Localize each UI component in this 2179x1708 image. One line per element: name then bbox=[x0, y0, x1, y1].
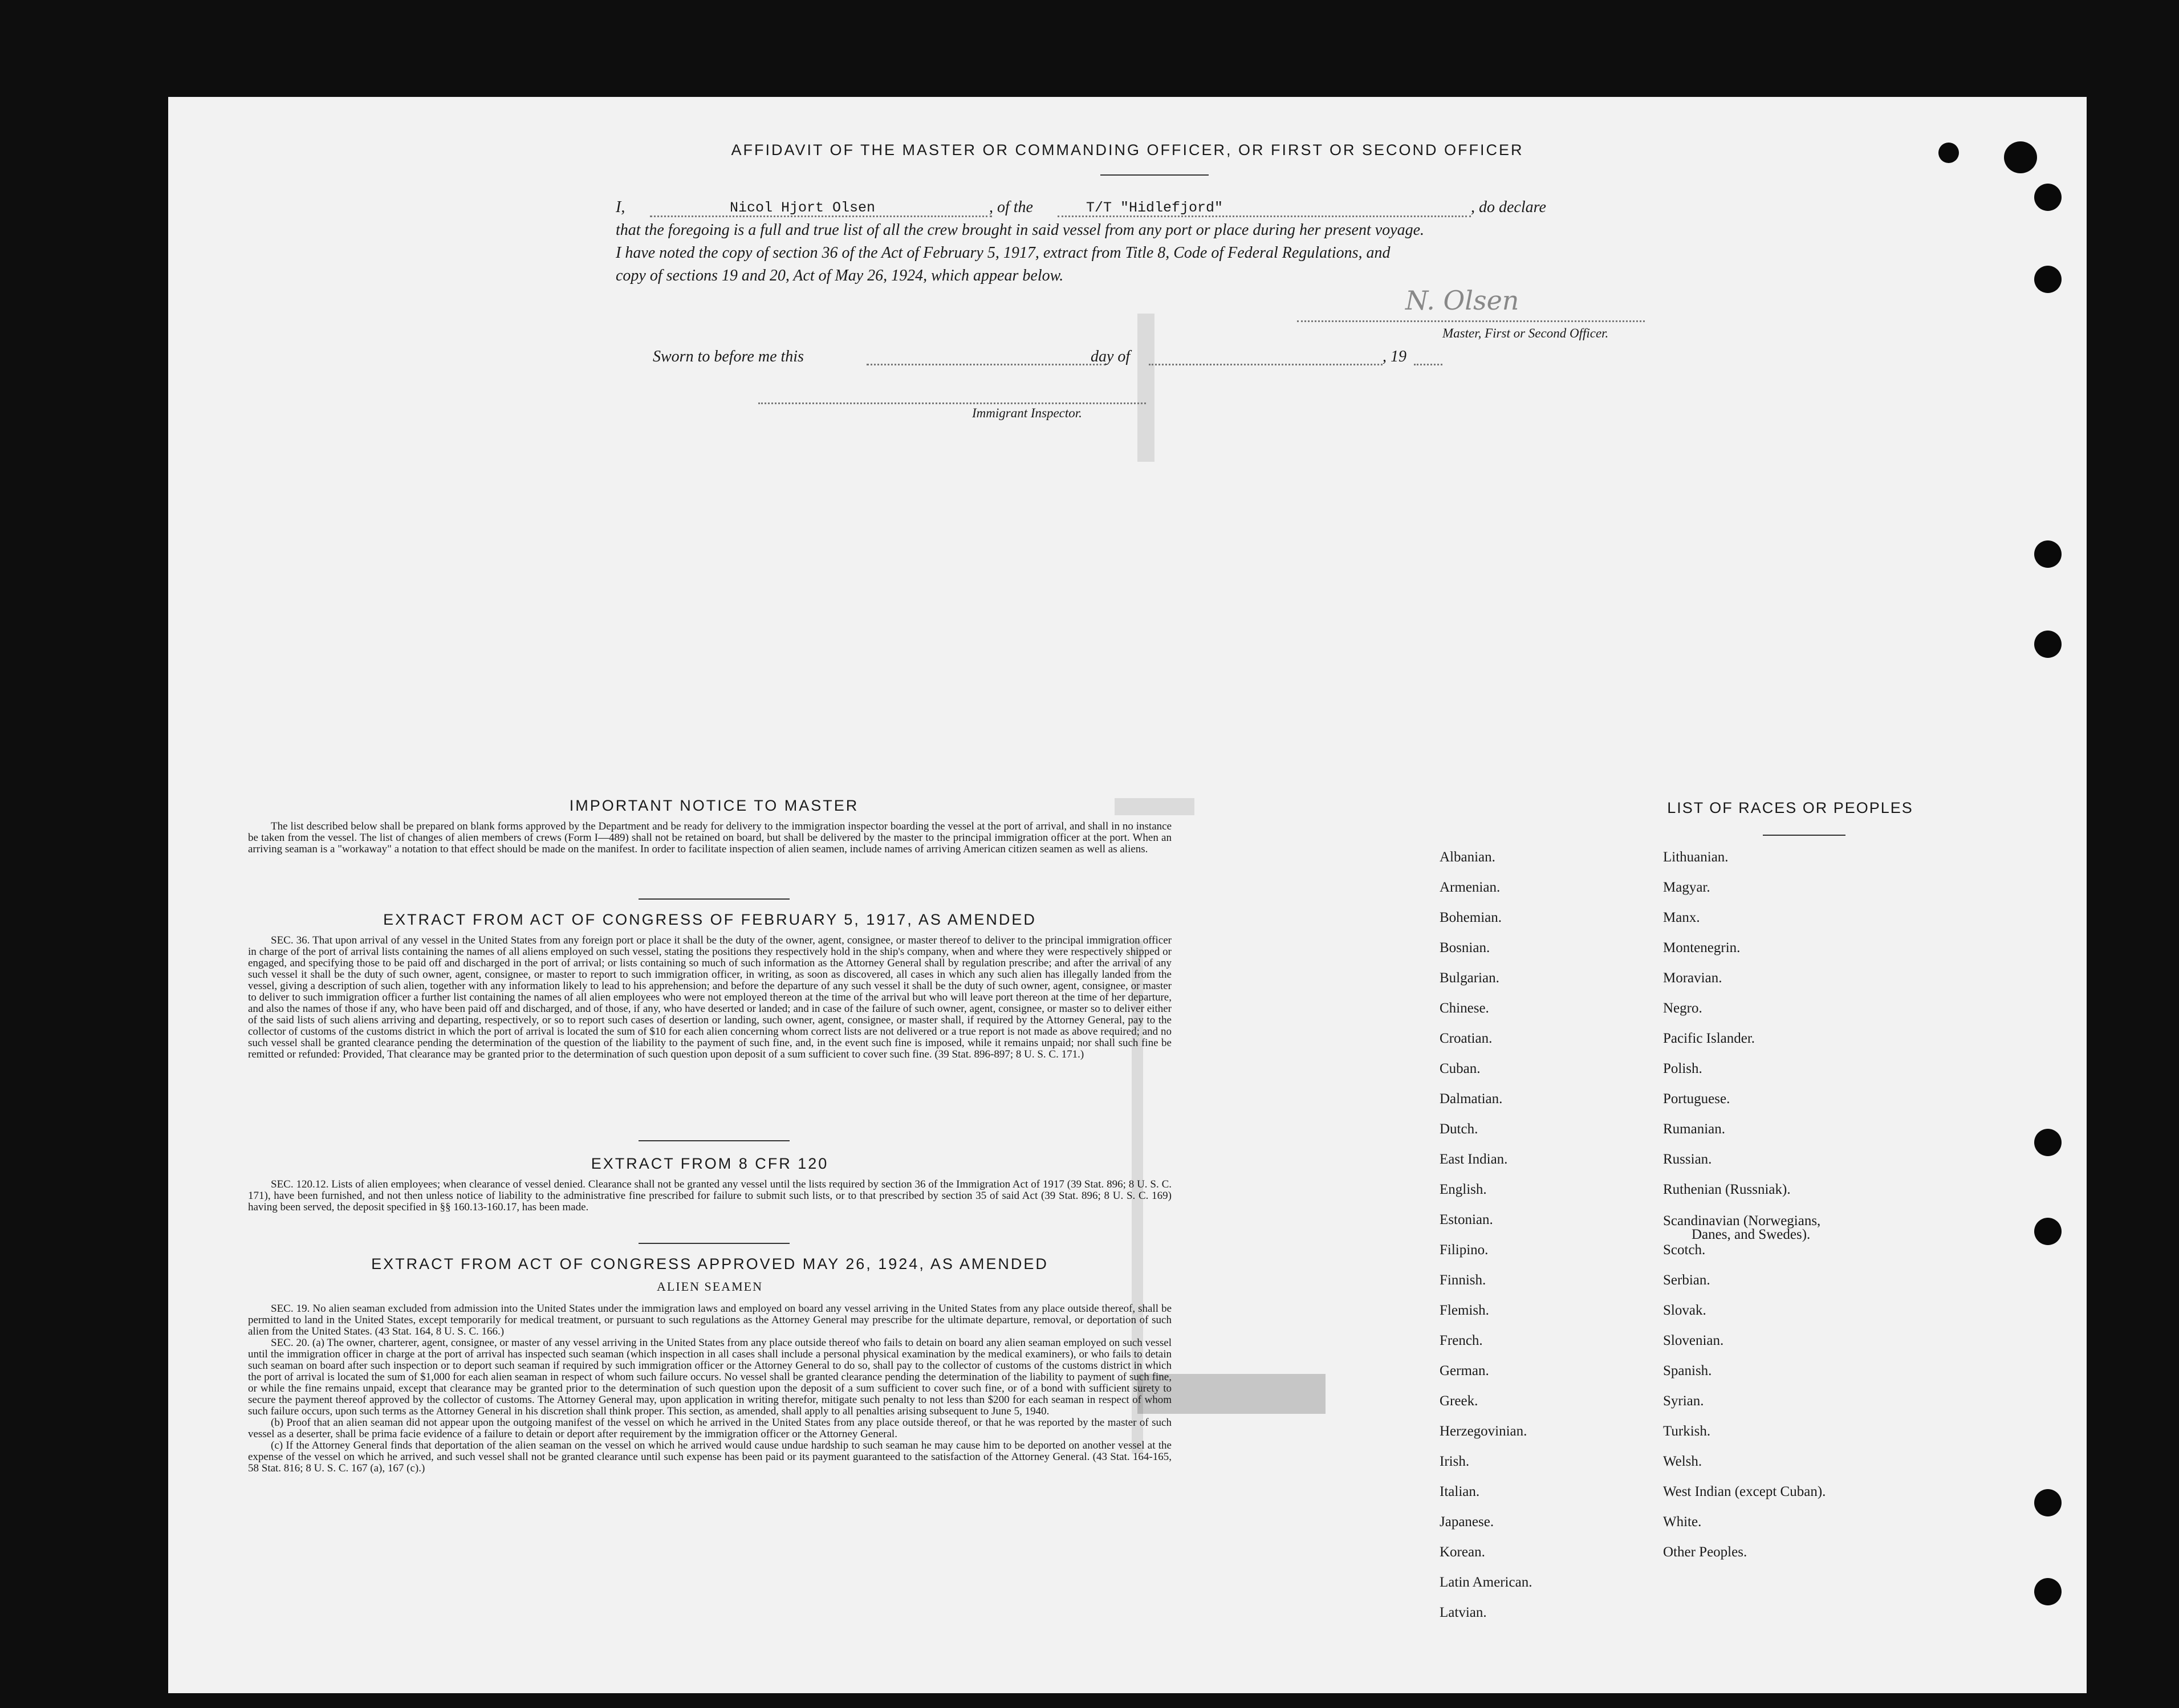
sec-36-paragraph: SEC. 36. That upon arrival of any vessel in the United States from any foreign port or place it shall be the duty of the owner, agent, consignee, or master thereof to deliver to the principal immigration officer in charge of the port of arrival lists containing the names of all aliens employed on such vessel, stating the positions they respectively hold in the ship's company, when and where they were respectively shipped or engaged, and specifying those to be paid off and discharged in the port of arrival; or lists containing so much of such information as the Attorney General shall by regulation prescribe; and after the arrival of any such vessel it shall be the duty of such owner, agent, consignee, or master to report to such immigration officer, in writing, as soon as discovered, all cases in which any such alien has illegally landed from the vessel, giving a description of such alien, together with any information likely to lead to his apprehension; and before the departure of any such vessel it shall be the duty of such owner, agent, consignee, or master to deliver to such immigration officer a further list containing the names of all alien employees who were not employed thereon at the time of the arrival but who will leave port thereon at the time of her departure, and also the names of those if any, who have been paid off and discharged, and of those, if any, who have deserted or landed; and in case of the failure of such owner, agent, consignee, or master so to deliver either of the said lists of such aliens arriving and departing, respectively, or so to report such cases of desertion or landing, such owner, agent, consignee, or master shall, if required by the Attorney General, pay to the collector of customs of the customs district in which the port of arrival is located the sum of $10 for each alien concerning whom correct lists are not delivered or a true report is not made as above required; and no such vessel shall be granted clearance pending the determination of the question of the liability to the payment of such fine, and, in the event such fine is imposed, while it remains unpaid; nor shall such fine be remitted or refunded: Provided, That clearance may be granted prior to the determination of such question upon deposit of a sum sufficient to cover such fine. (39 Stat. 896-897; 8 U. S. C. 171.) bbox=[248, 934, 1172, 1060]
of-the-label: , of the bbox=[989, 198, 1033, 216]
race-item: Italian. bbox=[1440, 1484, 1480, 1499]
race-item: English. bbox=[1440, 1182, 1487, 1197]
notice-text bbox=[248, 821, 1172, 855]
title-rule bbox=[1100, 174, 1209, 176]
race-item: Cuban. bbox=[1440, 1061, 1481, 1076]
races-title: LIST OF RACES OR PEOPLES bbox=[1667, 799, 1913, 816]
punch-hole bbox=[2034, 631, 2062, 658]
race-item: Bosnian. bbox=[1440, 940, 1490, 955]
master-name: Nicol Hjort Olsen bbox=[730, 200, 876, 216]
extract-1924-title: EXTRACT FROM ACT OF CONGRESS APPROVED MAY 26, 1924, AS AMENDED bbox=[371, 1255, 1048, 1272]
race-item: Manx. bbox=[1663, 910, 1700, 925]
sworn-text: Sworn to before me this bbox=[653, 348, 804, 365]
punch-hole bbox=[2034, 540, 2062, 568]
race-item: Latin American. bbox=[1440, 1575, 1532, 1590]
race-item: Estonian. bbox=[1440, 1212, 1493, 1227]
race-item: Negro. bbox=[1663, 1001, 1702, 1016]
inspector-caption: Immigrant Inspector. bbox=[972, 406, 1082, 420]
punch-hole bbox=[2004, 141, 2037, 173]
race-item: Rumanian. bbox=[1663, 1121, 1726, 1137]
race-item: Filipino. bbox=[1440, 1242, 1489, 1258]
race-item: Slovak. bbox=[1663, 1303, 1706, 1318]
race-item: Serbian. bbox=[1663, 1272, 1710, 1288]
notice-paragraph: The list described below shall be prepared on blank forms approved by the Department and be ready for delivery to the immigration inspector boarding the vessel at the port of arrival, and shall in no instance be taken from the vessel. The list of changes of alien members of crews (Form I—489) shall not be retained on board, but shall be delivered by the master to the principal immigration officer at the port. When an arriving seaman is a "workaway" a notation to that effect should be made on the manifest. In order to facilitate inspection of alien seamen, include names of arriving American citizen seamen as well as aliens. bbox=[248, 820, 1172, 855]
sworn-year-line bbox=[1414, 364, 1442, 365]
race-item: Russian. bbox=[1663, 1152, 1712, 1167]
affidavit-body-3: copy of sections 19 and 20, Act of May 26, 1924, which appear below. bbox=[616, 267, 1064, 284]
race-item: Slovenian. bbox=[1663, 1333, 1724, 1348]
race-item: White. bbox=[1663, 1514, 1702, 1530]
race-item: Ruthenian (Russniak). bbox=[1663, 1182, 1791, 1197]
extract-1917-title: EXTRACT FROM ACT OF CONGRESS OF FEBRUARY 5, 1917, AS AMENDED bbox=[383, 911, 1036, 928]
sec-20b-paragraph: (b) Proof that an alien seaman did not appear upon the outgoing manifest of the vessel on which he arrived in the United States from any place outside thereof, or that he was reported by the master of such vessel as a deserter, shall be prima facie evidence of a failure to detain or deport after requirement by the immigration officer or the Attorney General. bbox=[248, 1417, 1172, 1440]
race-item: Albanian. bbox=[1440, 849, 1495, 865]
divider-3 bbox=[639, 1243, 790, 1244]
race-item: Finnish. bbox=[1440, 1272, 1486, 1288]
extract-1917-text bbox=[248, 935, 1172, 1060]
affidavit-body-1: that the foregoing is a full and true list of all the crew brought in said vessel from any port or place during her present voyage. bbox=[616, 221, 1425, 239]
race-item: Lithuanian. bbox=[1663, 849, 1729, 865]
race-item: Scotch. bbox=[1663, 1242, 1706, 1258]
punch-hole bbox=[2034, 1218, 2062, 1245]
affidavit-title: AFFIDAVIT OF THE MASTER OR COMMANDING OFFICER, OR FIRST OR SECOND OFFICER bbox=[731, 141, 1524, 158]
extract-1924-text bbox=[248, 1303, 1172, 1474]
race-item: Scandinavian (Norwegians, bbox=[1663, 1213, 1821, 1229]
inspector-line bbox=[758, 402, 1146, 404]
race-item: Chinese. bbox=[1440, 1001, 1489, 1016]
race-item: Pacific Islander. bbox=[1663, 1031, 1755, 1046]
sworn-day-line bbox=[867, 364, 1106, 365]
sec-20a-paragraph: SEC. 20. (a) The owner, charterer, agent, consignee, or master of any vessel arriving in the United States from any place outside thereof who fails to detain on board any alien seaman employed on such vessel until the immigration officer in charge at the port of arrival has inspected such seaman (which inspection in all cases shall include a personal physical examination by the medical examiners), or who fails to detain such seaman on board after such inspection or to deport such seaman if required by such immigration officer or the Attorney General to do so, shall pay to the collector of customs of the customs district in which the port of arrival is located the sum of $1,000 for each alien seaman in respect of whom such failure occurs. No vessel shall be granted clearance pending the determination of the liability to payment of such fine, or while the fine remains unpaid, except that clearance may be granted prior to the determination of such question upon the deposit of a sum sufficient to cover such fine, or of a bond with sufficient surety to secure the payment thereof approved by the collector of customs. The Attorney General may, upon application in writing therefor, mitigate such penalty to not less than $200 for each seaman in respect of whom such failure occurs, upon such terms as the Attorney General in his discretion shall think proper. This section, as amended, shall apply to all penalties arising subsequent to June 5, 1940. bbox=[248, 1337, 1172, 1417]
race-item: German. bbox=[1440, 1363, 1489, 1378]
race-item: Magyar. bbox=[1663, 880, 1710, 895]
race-item: Herzegovinian. bbox=[1440, 1424, 1527, 1439]
race-item: Irish. bbox=[1440, 1454, 1470, 1469]
scan-smudge bbox=[1115, 798, 1194, 815]
notice-title: IMPORTANT NOTICE TO MASTER bbox=[569, 797, 859, 814]
race-item: Spanish. bbox=[1663, 1363, 1712, 1378]
punch-hole bbox=[2034, 184, 2062, 211]
punch-hole bbox=[1938, 143, 1959, 163]
divider-2 bbox=[639, 1140, 790, 1141]
race-item: Polish. bbox=[1663, 1061, 1702, 1076]
race-item: Greek. bbox=[1440, 1393, 1478, 1409]
race-item: East Indian. bbox=[1440, 1152, 1508, 1167]
do-declare-label: , do declare bbox=[1471, 198, 1546, 216]
extract-8cfr-text bbox=[248, 1179, 1172, 1213]
sec-20c-paragraph: (c) If the Attorney General finds that deportation of the alien seaman on the vessel on which he arrived would cause undue hardship to such seaman he may cause him to be deported on another vessel at the expense of the vessel on which he arrived, and such vessel shall not be granted clearance until such expense has been paid or its payment guaranteed to the satisfaction of the Attorney General. (43 Stat. 164-165, 58 Stat. 816; 8 U. S. C. 167 (a), 167 (c).) bbox=[248, 1439, 1172, 1474]
race-item: Other Peoples. bbox=[1663, 1544, 1747, 1560]
signature-caption: Master, First or Second Officer. bbox=[1442, 326, 1609, 340]
race-item: Dalmatian. bbox=[1440, 1091, 1503, 1107]
race-item: Danes, and Swedes). bbox=[1692, 1227, 1811, 1242]
race-item: Syrian. bbox=[1663, 1393, 1704, 1409]
race-item: Moravian. bbox=[1663, 970, 1722, 986]
race-item: Welsh. bbox=[1663, 1454, 1702, 1469]
race-item: Dutch. bbox=[1440, 1121, 1478, 1137]
race-item: Croatian. bbox=[1440, 1031, 1493, 1046]
sec-19-paragraph: SEC. 19. No alien seaman excluded from admission into the United States under the immigration laws and employed on board any vessel arriving in the United States from any place outside thereof, shall be permitted to land in the United States, except temporarily for medical treatment, or pursuant to such regulations as the Attorney General may prescribe for the ultimate departure, removal, or deportation of such alien from the United States. (43 Stat. 164, 8 U. S. C. 166.) bbox=[248, 1303, 1172, 1337]
race-item: Montenegrin. bbox=[1663, 940, 1741, 955]
race-item: Bulgarian. bbox=[1440, 970, 1499, 986]
affidavit-i-label: I, bbox=[616, 198, 625, 216]
race-item: French. bbox=[1440, 1333, 1483, 1348]
race-item: Armenian. bbox=[1440, 880, 1501, 895]
master-signature: N. Olsen bbox=[1405, 285, 1519, 316]
punch-hole bbox=[2034, 1489, 2062, 1516]
vessel-name: T/T "Hidlefjord" bbox=[1086, 200, 1223, 216]
race-item: Flemish. bbox=[1440, 1303, 1489, 1318]
punch-hole bbox=[2034, 266, 2062, 293]
race-item: Latvian. bbox=[1440, 1605, 1487, 1620]
punch-hole bbox=[2034, 1129, 2062, 1156]
races-rule bbox=[1763, 835, 1845, 836]
vessel-name-line bbox=[1058, 215, 1471, 217]
race-item: West Indian (except Cuban). bbox=[1663, 1484, 1826, 1499]
document-page bbox=[168, 97, 2087, 1693]
master-name-line bbox=[650, 215, 992, 217]
extract-8cfr-title: EXTRACT FROM 8 CFR 120 bbox=[591, 1155, 829, 1172]
signature-line bbox=[1297, 320, 1645, 322]
scan-smudge bbox=[1137, 314, 1154, 462]
race-item: Bohemian. bbox=[1440, 910, 1502, 925]
race-item: Korean. bbox=[1440, 1544, 1485, 1560]
year-label: , 19 bbox=[1383, 348, 1406, 365]
affidavit-body-2: I have noted the copy of section 36 of the Act of February 5, 1917, extract from Title 8, Code of Federal Regulations, and bbox=[616, 244, 1391, 262]
sec-120-12-paragraph: SEC. 120.12. Lists of alien employees; when clearance of vessel denied. Clearance shall not be granted any vessel until the lists required by section 36 of the Immigration Act of 1917 (39 Stat. 896; 8 U. S. C. 171), have been furnished, and not then unless notice of liability to the administrative fine prescribed for failure to submit such lists, or to that prescribed by section 35 of said Act (39 Stat. 896; 8 U. S. C. 169) having been served, the deposit specified in §§ 160.13-160.17, has been made. bbox=[248, 1178, 1172, 1213]
sworn-month-line bbox=[1149, 364, 1383, 365]
race-item: Turkish. bbox=[1663, 1424, 1711, 1439]
race-item: Japanese. bbox=[1440, 1514, 1494, 1530]
divider-1 bbox=[639, 898, 790, 900]
day-of-label: day of bbox=[1091, 348, 1131, 365]
race-item: Portuguese. bbox=[1663, 1091, 1730, 1107]
punch-hole bbox=[2034, 1578, 2062, 1605]
affidavit-line1 bbox=[616, 198, 1756, 218]
alien-seamen-subtitle: ALIEN SEAMEN bbox=[657, 1279, 763, 1294]
